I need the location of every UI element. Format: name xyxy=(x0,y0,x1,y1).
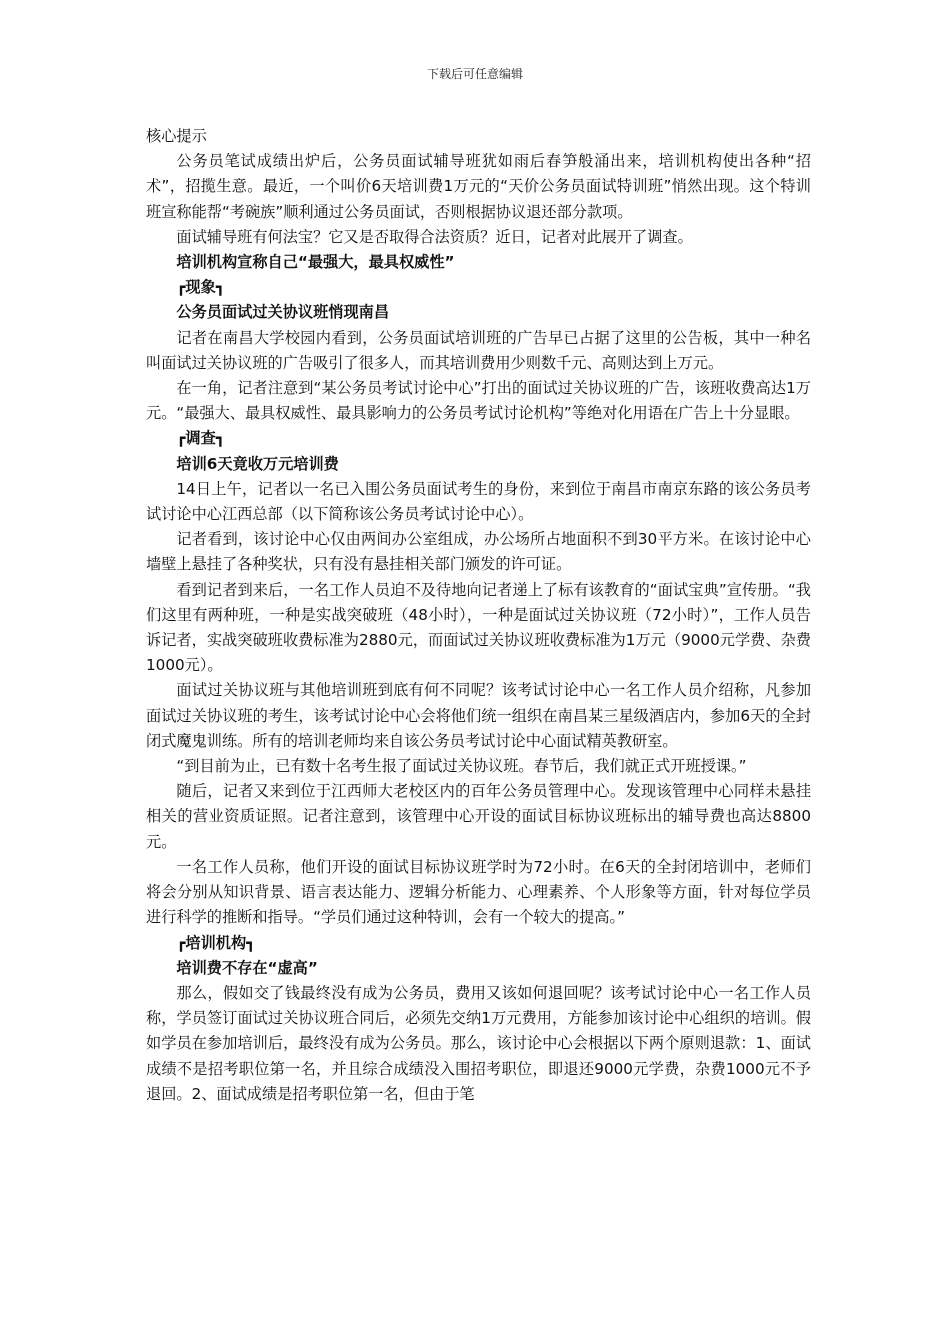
body-paragraph: 面试过关协议班与其他培训班到底有何不同呢？该考试讨论中心一名工作人员介绍称，凡参加面试过关协议班的考生，该考试讨论中心会将他们统一组织在南昌某三星级酒店内，参加6天的全封闭式魔鬼训练。所有的培训老师均来自该公务员考试讨论中心面试精英教研室。 xyxy=(146,681,811,750)
document-body xyxy=(146,124,811,1107)
body-paragraph: 那么，假如交了钱最终没有成为公务员，费用又该如何退回呢？该考试讨论中心一名工作人员称，学员签订面试过关协议班合同后，必须先交纳1万元费用，方能参加该讨论中心组织的培训。假如学员在参加培训后，最终没有成为公务员。那么，该讨论中心会根据以下两个原则退款：1、面试成绩不是招考职位第一名，并且综合成绩没入围招考职位，即退还9000元学费，杂费1000元不予退回。2、面试成绩是招考职位第一名，但由于笔 xyxy=(146,983,811,1103)
section-heading: 培训6天竟收万元培训费 xyxy=(176,454,339,473)
section-tag-label: 调查 xyxy=(185,429,216,448)
body-paragraph: 看到记者到来后，一名工作人员迫不及待地向记者递上了标有该教育的“面试宝典”宣传册。“我们这里有两种班，一种是实战突破班（48小时），一种是面试过关协议班（72小时）”，工作人员告诉记者，实战突破班收费标准为2880元，而面试过关协议班收费标准为1万元（9000元学费、杂费1000元）。 xyxy=(146,580,811,675)
corner-bracket-left-icon: ┏ xyxy=(176,933,186,952)
corner-bracket-left-icon: ┏ xyxy=(176,429,186,448)
section-tag-label: 培训机构 xyxy=(185,933,247,952)
section-heading: 培训机构宣称自己“最强大，最具权威性” xyxy=(176,253,455,272)
body-paragraph: 14日上午，记者以一名已入围公务员面试考生的身份，来到位于南昌市南京东路的该公务员考试讨论中心江西总部（以下简称该公务员考试讨论中心）。 xyxy=(146,479,811,524)
body-paragraph: “到目前为止，已有数十名考生报了面试过关协议班。春节后，我们就正式开班授课。” xyxy=(176,757,747,776)
article-title: 核心提示 xyxy=(146,127,207,145)
paragraph-list xyxy=(146,149,811,1107)
body-paragraph: 随后，记者又来到位于江西师大老校区内的百年公务员管理中心。发现该管理中心同样未悬挂相关的营业资质证照。记者注意到，该管理中心开设的面试目标协议班标出的辅导费也高达8800元。 xyxy=(146,782,811,851)
section-heading: 公务员面试过关协议班悄现南昌 xyxy=(176,303,390,322)
body-paragraph: 记者在南昌大学校园内看到，公务员面试培训班的广告早已占据了这里的公告板，其中一种名叫面试过关协议班的广告吸引了很多人，而其培训费用少则数千元、高则达到上万元。 xyxy=(146,328,811,372)
section-tag xyxy=(146,931,811,956)
section-tag-label: 现象 xyxy=(185,278,216,297)
corner-bracket-right-icon: ┓ xyxy=(246,933,256,952)
section-tag xyxy=(146,275,811,300)
corner-bracket-right-icon: ┓ xyxy=(215,429,225,448)
corner-bracket-right-icon: ┓ xyxy=(215,278,225,297)
page-header: 下载后可任意编辑 xyxy=(426,67,523,81)
section-heading: 培训费不存在“虚高” xyxy=(176,958,318,977)
body-paragraph: 在一角，记者注意到“某公务员考试讨论中心”打出的面试过关协议班的广告，该班收费高达1万元。“最强大、最具权威性、最具影响力的公务员考试讨论机构”等绝对化用语在广告上十分显眼。 xyxy=(146,379,811,423)
body-paragraph: 面试辅导班有何法宝？它又是否取得合法资质？近日，记者对此展开了调查。 xyxy=(176,227,693,246)
body-paragraph: 一名工作人员称，他们开设的面试目标协议班学时为72小时。在6天的全封闭培训中，老师们将会分别从知识背景、语言表达能力、逻辑分析能力、心理素养、个人形象等方面，针对每位学员进行科学的推断和指导。“学员们通过这种特训，会有一个较大的提高。” xyxy=(146,857,811,927)
body-paragraph: 记者看到，该讨论中心仅由两间办公室组成，办公场所占地面积不到30平方米。在该讨论中心墙壁上悬挂了各种奖状，只有没有悬挂相关部门颁发的许可证。 xyxy=(146,530,811,574)
corner-bracket-left-icon: ┏ xyxy=(176,278,186,297)
body-paragraph: 公务员笔试成绩出炉后，公务员面试辅导班犹如雨后春笋般涌出来，培训机构使出各种“招术”，招揽生意。最近，一个叫价6天培训费1万元的“天价公务员面试特训班”悄然出现。这个特训班宣称能帮“考碗族”顺利通过公务员面试，否则根据协议退还部分款项。 xyxy=(146,152,811,221)
section-tag xyxy=(146,426,811,451)
